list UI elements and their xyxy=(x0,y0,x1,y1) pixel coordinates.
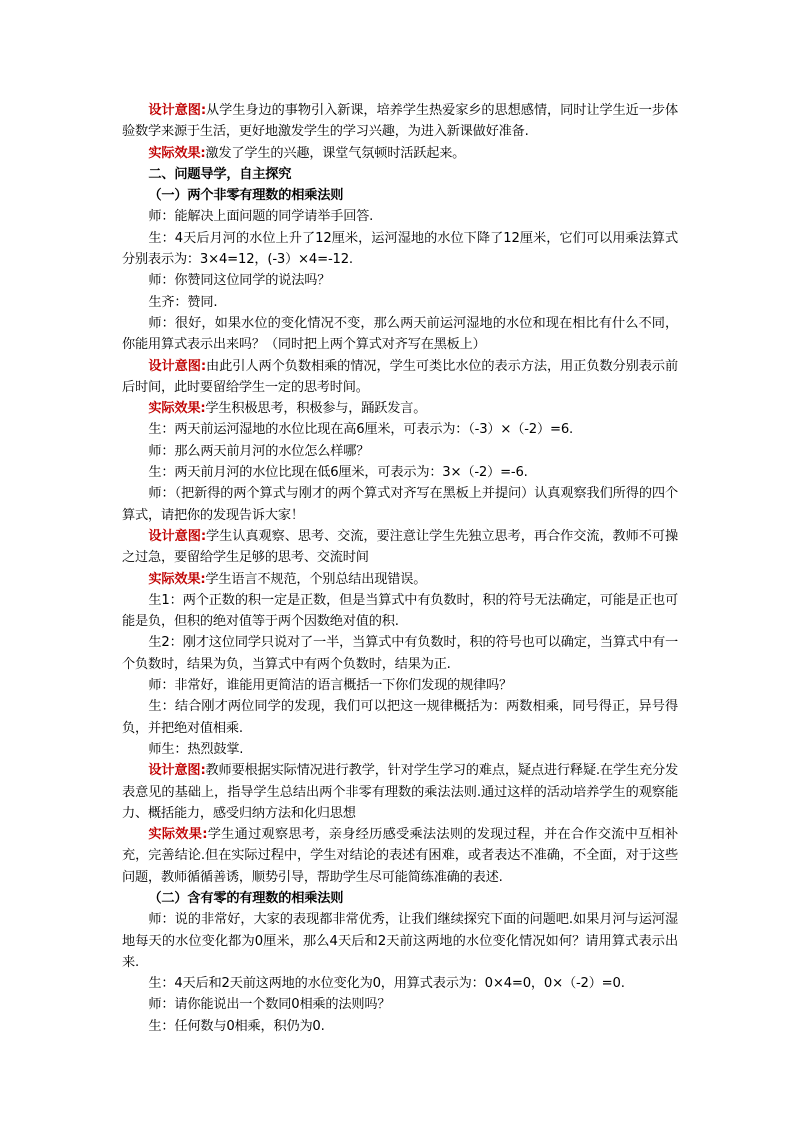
paragraph: 生2：刚才这位同学只说对了一半，当算式中有负数时，积的符号也可以确定，当算式中有一个负数时，结果为负，当算式中有两个负数时，结果为正. xyxy=(122,635,678,672)
paragraph: 生齐：赞同. xyxy=(148,294,218,310)
section-heading: 二、问题导学，自主探究 xyxy=(148,166,292,182)
paragraph: 设计意图:学生认真观察、思考、交流，要注意让学生先独立思考，再合作交流，教师不可操之过急，要留给学生足够的思考、交流时间 xyxy=(122,528,678,566)
subsection-heading: （二）含有零的有理数的相乘法则 xyxy=(148,890,344,906)
actual-effect-label: 实际效果: xyxy=(148,571,206,587)
paragraph: 设计意图:教师要根据实际情况进行教学，针对学生学习的难点，疑点进行释疑.在学生充分发表意见的基础上，指导学生总结出两个非零有理数的乘法法则.通过这样的活动培养学生的观察能力、概括能力，感受归纳方法和化归思想 xyxy=(122,763,678,821)
paragraph: 实际效果:学生积极思考，积极参与，踊跃发言。 xyxy=(148,401,427,417)
subsection-heading: （一）两个非零有理数的相乘法则 xyxy=(148,188,344,204)
paragraph: 设计意图:由此引人两个负数相乘的情况，学生可类比水位的表示方法，用正负数分别表示前后时间，此时要留给学生一定的思考时间。 xyxy=(122,358,678,395)
paragraph: 实际效果:学生语言不规范，个别总结出现错误。 xyxy=(148,571,427,587)
paragraph: 师生：热烈鼓掌. xyxy=(148,741,244,757)
paragraph: 师：能解决上面问题的同学请举手回答. xyxy=(148,209,374,225)
paragraph: 师：很好，如果水位的变化情况不变，那么两天前运河湿地的水位和现在相比有什么不同，你能用算式表示出来吗？（同时把上两个算式对齐写在黑板上） xyxy=(122,315,678,353)
paragraph: 生1：两个正数的积一定是正数，但是当算式中有负数时，积的符号无法确定，可能是正也可能是负，但积的绝对值等于两个因数绝对值的积. xyxy=(122,592,678,630)
design-intent-label: 设计意图: xyxy=(148,528,206,544)
paragraph: 生：任何数与0相乘，积仍为0. xyxy=(148,1018,325,1034)
paragraph: 生：两天前运河湿地的水位比现在高6厘米，可表示为：（-3）×（-2）=6. xyxy=(148,422,574,438)
actual-effect-label: 实际效果: xyxy=(148,401,206,417)
paragraph: 生：结合刚才两位同学的发现，我们可以把这一规律概括为：两数相乘，同号得正，异号得负，并把绝对值相乘. xyxy=(122,699,678,736)
paragraph: 实际效果:激发了学生的兴趣，课堂气氛顿时活跃起来。 xyxy=(148,145,466,161)
paragraph: 师：非常好，谁能用更简洁的语言概括一下你们发现的规律吗？ xyxy=(148,678,513,694)
design-intent-label: 设计意图: xyxy=(148,358,206,374)
paragraph: 生：4天后月河的水位上升了12厘米，运河湿地的水位下降了12厘米，它们可以用乘法算式分别表示为：3×4=12，(-3）×4=-12. xyxy=(122,230,678,268)
paragraph: 师：说的非常好，大家的表现都非常优秀，让我们继续探究下面的问题吧.如果月河与运河湿地每天的水位变化都为0厘米，那么4天后和2天前这两地的水位变化情况如何？请用算式表示出来. xyxy=(122,912,678,970)
paragraph: 生：4天后和2天前这两地的水位变化为0，用算式表示为：0×4=0，0×（-2）=0. xyxy=(148,976,625,992)
actual-effect-label: 实际效果: xyxy=(148,827,208,843)
actual-effect-label: 实际效果: xyxy=(148,145,206,161)
design-intent-label: 设计意图: xyxy=(148,103,206,118)
design-intent-label: 设计意图: xyxy=(148,763,206,779)
paragraph: 生：两天前月河的水位比现在低6厘米，可表示为：3×（-2）=-6. xyxy=(148,465,528,481)
paragraph: 师：你赞同这位同学的说法吗？ xyxy=(148,273,331,289)
paragraph: 师：请你能说出一个数同0相乘的法则吗？ xyxy=(148,997,391,1013)
paragraph: 实际效果:学生通过观察思考，亲身经历感受乘法法则的发现过程，并在合作交流中互相补充，完善结论.但在实际过程中，学生对结论的表述有困难，或者表达不准确，不全面，对于这些问题，教师循循善诱，顺势引导，帮助学生尽可能简练准确的表述. xyxy=(122,827,678,885)
paragraph: 设计意图:从学生身边的事物引入新课，培养学生热爱家乡的思想感情，同时让学生近一步体验数学来源于生活，更好地激发学生的学习兴趣，为进入新课做好准备. xyxy=(122,103,678,140)
paragraph: 师：那么两天前月河的水位怎么样哪？ xyxy=(148,443,370,459)
lesson-document xyxy=(122,100,678,1037)
paragraph: 师：（把新得的两个算式与刚才的两个算式对齐写在黑板上并提问）认真观察我们所得的四个算式，请把你的发现告诉大家！ xyxy=(122,486,678,523)
